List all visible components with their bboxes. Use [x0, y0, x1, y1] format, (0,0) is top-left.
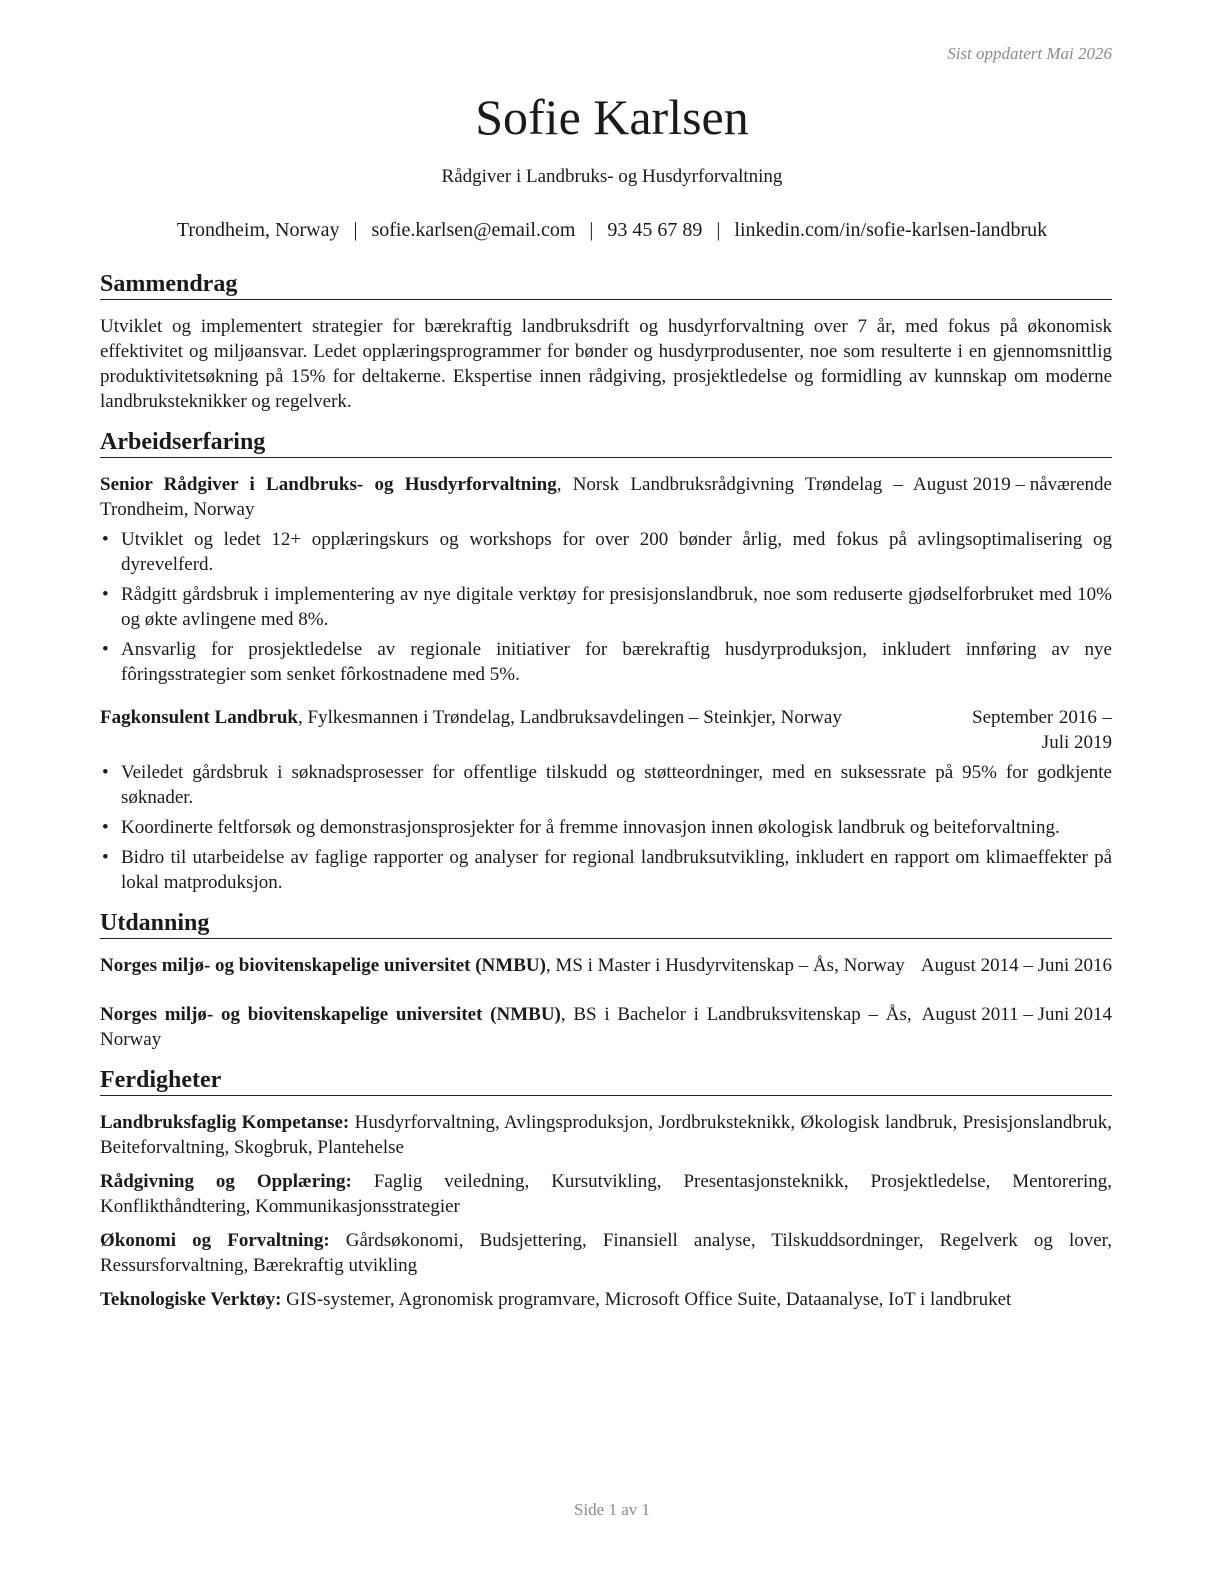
job-bullet [100, 527, 1112, 577]
job-title-line [100, 472, 913, 522]
skill-group-label: Rådgivning og Opplæring: [100, 1171, 352, 1192]
education-header [100, 1002, 1112, 1052]
skill-group [100, 1228, 1112, 1278]
education-school: Norges miljø- og biovitenskapelige universitet (NMBU) [100, 955, 546, 976]
job-bullet-text: Rådgitt gårdsbruk i implementering av nye digitale verktøy for presisjonslandbruk, noe som reduserte gjødselforbruket med 10% og økte avlingene med 8%. [121, 584, 1112, 630]
job-bullet-text: Bidro til utarbeidelse av faglige rapporter og analyser for regional landbruksutvikling, inkludert en rapport om klimaeffekter på lokal matproduksjon. [121, 847, 1112, 893]
education-entry [100, 953, 1112, 978]
job-bullet [100, 815, 1112, 840]
education-section [100, 909, 1112, 1052]
skill-group-label: Økonomi og Forvaltning: [100, 1230, 330, 1251]
skills-title: Ferdigheter [100, 1066, 1112, 1096]
education-school: Norges miljø- og biovitenskapelige universitet (NMBU) [100, 1004, 561, 1025]
job-header [100, 705, 1112, 755]
job-bullet [100, 582, 1112, 632]
job-entry [100, 472, 1112, 687]
job-bullet [100, 637, 1112, 687]
skill-group-items: Husdyrforvaltning, Avlingsproduksjon, Jordbruksteknikk, Økologisk landbruk, Presisjonslandbruk, Beiteforvaltning, Skogbruk, Plantehelse [100, 1112, 1113, 1158]
education-line [100, 953, 921, 978]
education-line [100, 1002, 922, 1052]
candidate-headline: Rådgiver i Landbruks- og Husdyrforvaltning [441, 166, 783, 187]
skill-group-label: Teknologiske Verktøy: [100, 1289, 282, 1310]
skill-group [100, 1287, 1112, 1312]
skill-group-items: Faglig veiledning, Kursutvikling, Presentasjonsteknikk, Prosjektledelse, Mentorering, Konflikthåndtering, Kommunikasjonsstrategier [100, 1171, 1112, 1217]
education-degree: , MS i Master i Husdyrvitenskap – Ås, Norway [545, 955, 905, 976]
resume-content [100, 270, 1112, 1326]
job-bullet-text: Koordinerte feltforsøk og demonstrasjonsprosjekter for å fremme innovasjon innen økologisk landbruk og beiteforvaltning. [121, 817, 1060, 838]
job-organization: , Norsk Landbruksrådgivning Trøndelag – Trondheim, Norway [100, 474, 904, 520]
bullet-dot: • [102, 529, 109, 550]
contact-linkedin[interactable]: linkedin.com/in/sofie-karlsen-landbruk [734, 219, 1048, 241]
job-bullet-text: Utviklet og ledet 12+ opplæringskurs og workshops for over 200 bønder årlig, med fokus på avlingsoptimalisering og dyrevelferd. [121, 529, 1112, 575]
skill-group-items: Gårdsøkonomi, Budsjettering, Finansiell analyse, Tilskuddsordninger, Regelverk og lover, Ressursforvaltning, Bærekraftig utvikling [100, 1230, 1112, 1276]
contact-separator: | [589, 219, 594, 241]
contact-line [0, 219, 1224, 242]
job-title-line [100, 705, 972, 730]
skill-group [100, 1169, 1112, 1219]
summary-section [100, 270, 1112, 414]
job-role: Fagkonsulent Landbruk [100, 707, 298, 728]
job-dates: September 2016 – Juli 2019 [972, 707, 1112, 753]
job-bullets [100, 760, 1112, 895]
job-entry [100, 705, 1112, 895]
education-title: Utdanning [100, 909, 1112, 939]
education-degree: , BS i Bachelor i Landbruksvitenskap – Ås, Norway [100, 1004, 912, 1050]
job-role: Senior Rådgiver i Landbruks- og Husdyrforvaltning [100, 474, 557, 495]
last-updated: Sist oppdatert Mai 2026 [947, 44, 1112, 63]
contact-email[interactable]: sofie.karlsen@email.com [371, 219, 576, 241]
job-organization: , Fylkesmannen i Trøndelag, Landbruksavdelingen – Steinkjer, Norway [298, 707, 842, 728]
job-bullets [100, 527, 1112, 687]
bullet-dot: • [102, 817, 109, 838]
job-bullet [100, 845, 1112, 895]
education-dates: August 2011 – Juni 2014 [921, 1004, 1112, 1025]
job-bullet [100, 760, 1112, 810]
education-entry [100, 1002, 1112, 1052]
bullet-dot: • [102, 762, 109, 783]
contact-separator: | [716, 219, 721, 241]
education-dates: August 2014 – Juni 2016 [920, 955, 1112, 976]
contact-phone: 93 45 67 89 [607, 219, 703, 241]
summary-text: Utviklet og implementert strategier for bærekraftig landbruksdrift og husdyrforvaltning over 7 år, med fokus på økonomisk effektivitet og miljøansvar. Ledet opplæringsprogrammer for bønder og husdyrprodusenter, noe som resulterte i en gjennomsnittlig produktivitetsøkning på 15% for deltakerne. Ekspertise innen rådgiving, prosjektledelse og formidling av kunnskap om moderne landbruksteknikker og regelverk. [100, 316, 1112, 412]
skills-section [100, 1066, 1112, 1312]
contact-separator: | [353, 219, 358, 241]
job-dates: August 2019 – nåværende [913, 474, 1112, 495]
skill-group [100, 1110, 1112, 1160]
job-bullet-text: Ansvarlig for prosjektledelse av regionale initiativer for bærekraftig husdyrproduksjon, inkludert innføring av nye fôringsstrategier som senket fôrkostnadene med 5%. [121, 639, 1112, 685]
page-number: Side 1 av 1 [573, 1500, 651, 1519]
bullet-dot: • [102, 584, 109, 605]
education-header [100, 953, 1112, 978]
summary-title: Sammendrag [100, 270, 1112, 300]
skill-group-items: GIS-systemer, Agronomisk programvare, Microsoft Office Suite, Dataanalyse, IoT i landbruket [286, 1289, 1012, 1310]
job-header [100, 472, 1112, 522]
skill-group-label: Landbruksfaglig Kompetanse: [100, 1112, 350, 1133]
experience-section [100, 428, 1112, 895]
contact-location: Trondheim, Norway [176, 219, 340, 241]
bullet-dot: • [102, 847, 109, 868]
experience-title: Arbeidserfaring [100, 428, 1112, 458]
candidate-name: Sofie Karlsen [475, 89, 749, 145]
job-bullet-text: Veiledet gårdsbruk i søknadsprosesser for offentlige tilskudd og støtteordninger, med en suksessrate på 95% for godkjente søknader. [121, 762, 1112, 808]
bullet-dot: • [102, 639, 109, 660]
